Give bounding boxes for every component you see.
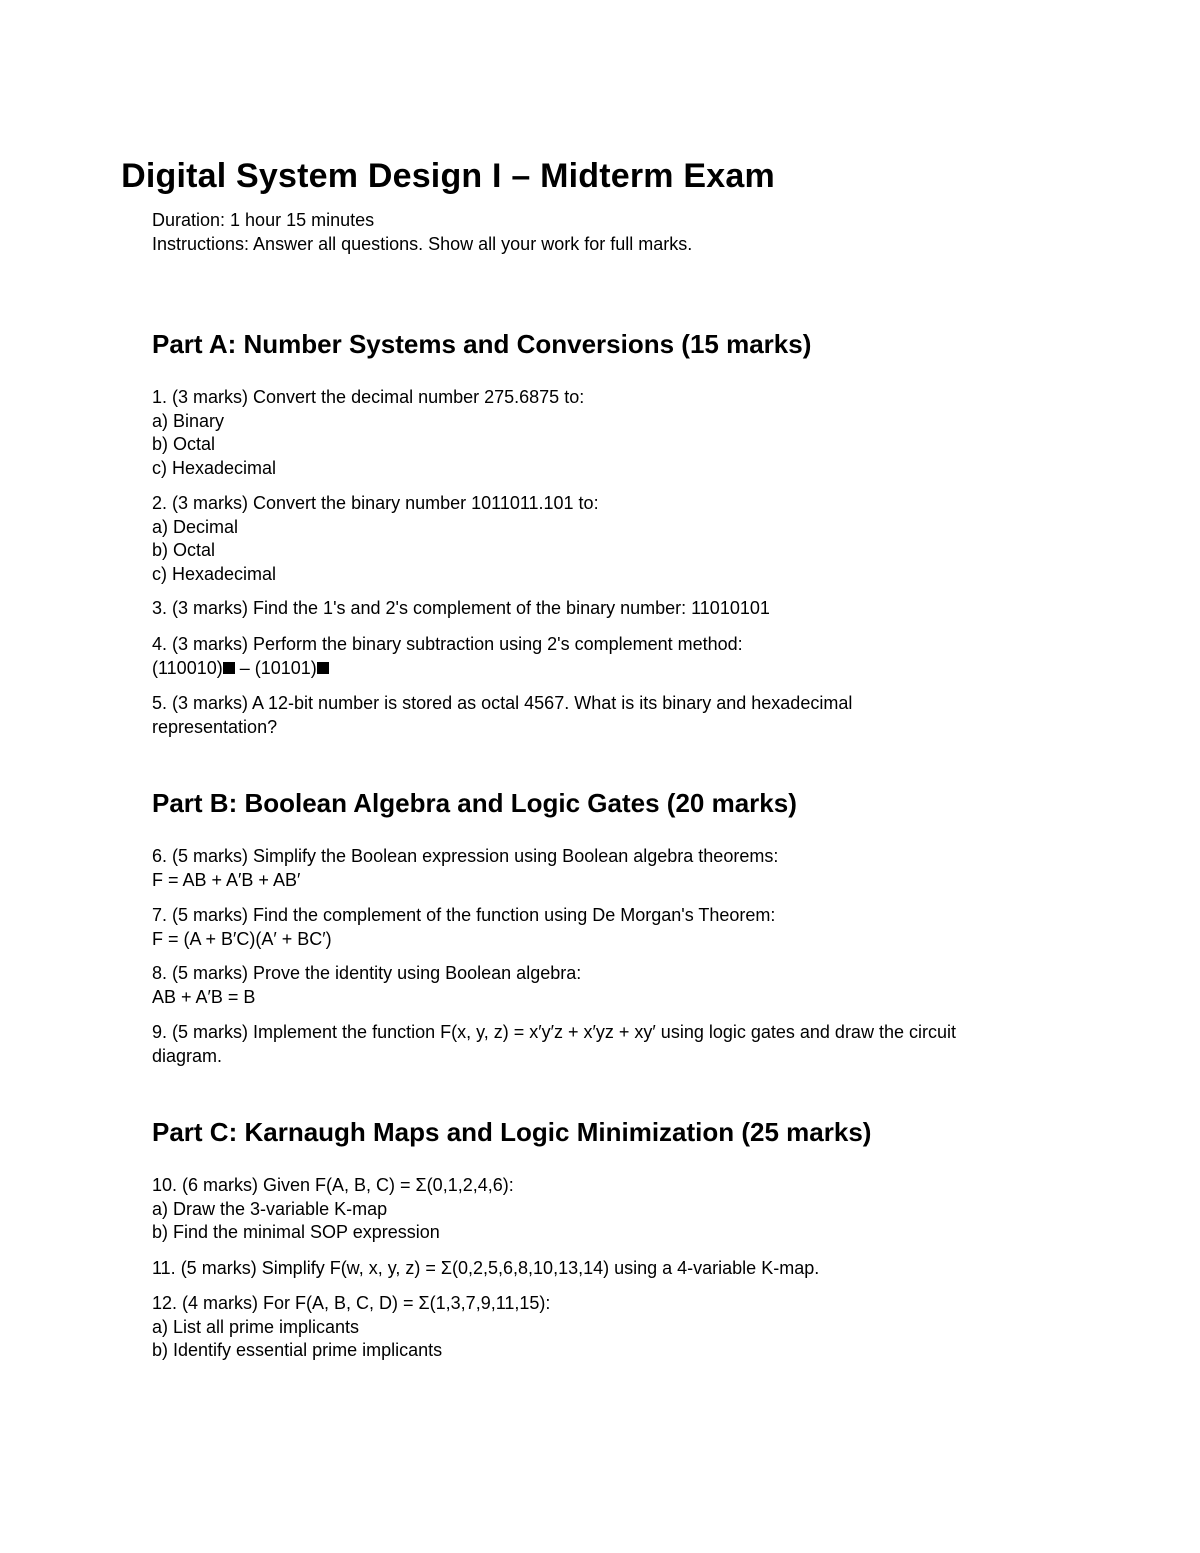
question-5-line-1: 5. (3 marks) A 12-bit number is stored as octal 4567. What is its binary and hexadecimal [152, 693, 853, 713]
instructions-text: Instructions: Answer all questions. Show all your work for full marks. [152, 234, 693, 254]
question-11 [152, 1257, 1052, 1281]
question-1-stem: 1. (3 marks) Convert the decimal number 275.6875 to: [152, 387, 585, 407]
question-2-option-a: a) Decimal [152, 516, 239, 537]
question-4-expression [152, 657, 1052, 681]
question-12-option-b: b) Identify essential prime implicants [152, 1340, 443, 1360]
question-9 [152, 1021, 1052, 1068]
question-3-stem: 3. (3 marks) Find the 1's and 2's complement of the binary number: 11010101 [152, 598, 770, 618]
question-3 [152, 597, 1052, 621]
question-8 [152, 962, 1052, 1009]
question-8-stem: 8. (5 marks) Prove the identity using Boolean algebra: [152, 963, 582, 983]
question-5-line-2: representation? [152, 716, 278, 737]
question-10-option-a: a) Draw the 3-variable K-map [152, 1198, 388, 1219]
missing-glyph-icon [223, 662, 235, 674]
question-4-expr-left: (110010) [152, 657, 223, 678]
missing-glyph-icon [317, 662, 329, 674]
question-1-option-a: a) Binary [152, 410, 225, 431]
question-9-line-1: 9. (5 marks) Implement the function F(x, y, z) = x′y′z + x′yz + xy′ using logic gates and draw the circuit [152, 1022, 956, 1042]
question-6-stem: 6. (5 marks) Simplify the Boolean expression using Boolean algebra theorems: [152, 846, 779, 866]
question-6-expression: F = AB + A′B + AB′ [152, 869, 301, 890]
question-1 [152, 386, 1052, 480]
question-2-option-c: c) Hexadecimal [152, 563, 277, 584]
part-c-heading: Part C: Karnaugh Maps and Logic Minimization (25 marks) [152, 1117, 872, 1147]
question-2 [152, 492, 1052, 586]
question-4-stem: 4. (3 marks) Perform the binary subtraction using 2's complement method: [152, 634, 743, 654]
page-title: Digital System Design I – Midterm Exam [121, 157, 775, 195]
duration-text: Duration: 1 hour 15 minutes [152, 210, 375, 230]
question-7-expression: F = (A + B′C)(A′ + BC′) [152, 928, 332, 949]
question-10-option-b: b) Find the minimal SOP expression [152, 1222, 440, 1242]
question-6 [152, 845, 1052, 892]
question-2-option-b: b) Octal [152, 540, 216, 560]
part-a-heading: Part A: Number Systems and Conversions (15 marks) [152, 329, 812, 359]
question-9-line-2: diagram. [152, 1045, 223, 1066]
question-11-stem: 11. (5 marks) Simplify F(w, x, y, z) = Σ(0,2,5,6,8,10,13,14) using a 4-variable K-map. [152, 1258, 820, 1278]
question-1-option-b: b) Octal [152, 434, 216, 454]
question-10 [152, 1174, 1052, 1245]
question-12-stem: 12. (4 marks) For F(A, B, C, D) = Σ(1,3,7,9,11,15): [152, 1293, 551, 1313]
question-12 [152, 1292, 1052, 1363]
exam-meta [152, 208, 692, 256]
question-5 [152, 692, 1052, 739]
question-2-stem: 2. (3 marks) Convert the binary number 1011011.101 to: [152, 493, 599, 513]
question-1-option-c: c) Hexadecimal [152, 457, 277, 478]
question-12-option-a: a) List all prime implicants [152, 1316, 360, 1337]
question-7-stem: 7. (5 marks) Find the complement of the function using De Morgan's Theorem: [152, 905, 776, 925]
question-10-stem: 10. (6 marks) Given F(A, B, C) = Σ(0,1,2,4,6): [152, 1175, 514, 1195]
part-b-heading: Part B: Boolean Algebra and Logic Gates (20 marks) [152, 788, 797, 818]
question-7 [152, 904, 1052, 951]
question-4 [152, 633, 1052, 680]
question-8-expression: AB + A′B = B [152, 986, 256, 1007]
question-4-expr-right: – (10101) [234, 657, 317, 678]
